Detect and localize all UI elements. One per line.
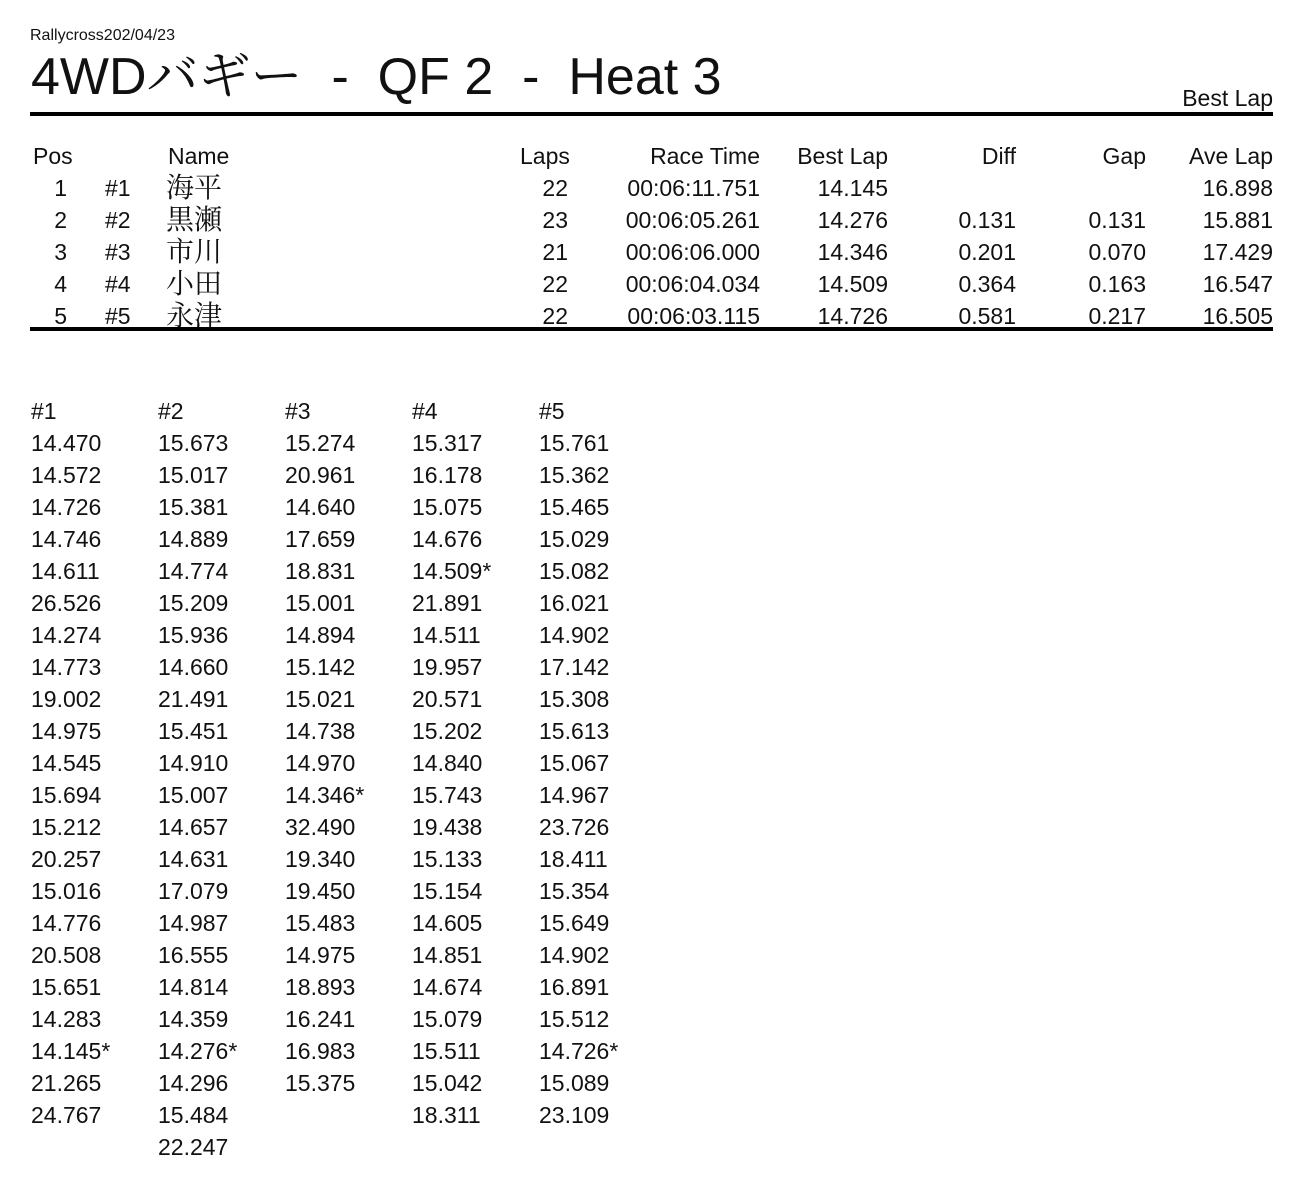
lap-time: 23.109 xyxy=(539,1102,610,1128)
best-lap-value: 14.276 xyxy=(817,207,888,233)
driver-name: 小田 xyxy=(166,268,223,299)
lap-time: 14.902 xyxy=(539,622,610,648)
lap-time: 14.545 xyxy=(31,750,102,776)
lap-time: 15.743 xyxy=(412,782,483,808)
lap-time: 17.079 xyxy=(158,878,229,904)
lap-time: 15.017 xyxy=(158,462,229,488)
lap-row-15 xyxy=(30,875,665,907)
lap-time: 15.042 xyxy=(412,1070,483,1096)
lap-time: 14.346* xyxy=(285,782,365,808)
lap-row-5 xyxy=(30,555,665,587)
page-title: 4WDバギー - QF 2 - Heat 3 xyxy=(31,48,722,106)
driver-name: 永津 xyxy=(166,300,223,331)
lap-time: 14.296 xyxy=(158,1070,229,1096)
lap-time: 14.145* xyxy=(31,1038,111,1064)
lap-time: 14.889 xyxy=(158,526,229,552)
lap-row-16 xyxy=(30,907,665,939)
lap-time: 14.274 xyxy=(31,622,102,648)
lap-time xyxy=(284,1131,411,1163)
lap-time: 14.987 xyxy=(158,910,229,936)
lap-col-header-4: #4 xyxy=(412,398,438,424)
lap-time: 23.726 xyxy=(539,814,610,840)
lap-time: 14.902 xyxy=(539,942,610,968)
lap-time: 14.851 xyxy=(412,942,483,968)
col-header-ave-lap: Ave Lap xyxy=(1189,143,1273,169)
lap-time: 21.491 xyxy=(158,686,229,712)
lap-table-header-row xyxy=(30,395,665,427)
diff-value: 0.364 xyxy=(958,271,1016,297)
lap-time: 17.659 xyxy=(285,526,356,552)
race-time-value: 00:06:04.034 xyxy=(625,271,760,297)
race-time-value: 00:06:06.000 xyxy=(625,239,760,265)
col-header-race-time: Race Time xyxy=(650,143,760,169)
lap-time: 15.029 xyxy=(539,526,610,552)
ave-lap-value: 17.429 xyxy=(1202,239,1273,265)
lap-time: 15.007 xyxy=(158,782,229,808)
lap-time: 15.308 xyxy=(539,686,610,712)
lap-row-13 xyxy=(30,811,665,843)
lap-time: 15.001 xyxy=(285,590,356,616)
lap-row-14 xyxy=(30,843,665,875)
lap-time: 15.202 xyxy=(412,718,483,744)
lap-time: 20.508 xyxy=(31,942,102,968)
lap-time xyxy=(30,1131,157,1163)
results-header-row xyxy=(30,140,1273,172)
lap-time: 14.726* xyxy=(539,1038,619,1064)
lap-row-17 xyxy=(30,939,665,971)
lap-time: 15.079 xyxy=(412,1006,483,1032)
results-row-3 xyxy=(30,236,1273,268)
pos-value: 5 xyxy=(54,303,67,329)
ave-lap-value: 16.547 xyxy=(1202,271,1273,297)
lap-time: 15.021 xyxy=(285,686,356,712)
gap-value: 0.163 xyxy=(1088,271,1146,297)
lap-time: 15.317 xyxy=(412,430,483,456)
lap-time: 16.983 xyxy=(285,1038,356,1064)
lap-row-1 xyxy=(30,427,665,459)
lap-time: 15.089 xyxy=(539,1070,610,1096)
lap-time: 32.490 xyxy=(285,814,356,840)
lap-time: 15.362 xyxy=(539,462,610,488)
lap-time: 15.016 xyxy=(31,878,102,904)
lap-time: 14.776 xyxy=(31,910,102,936)
pos-value: 3 xyxy=(54,239,67,265)
lap-time: 21.891 xyxy=(412,590,483,616)
lap-time: 26.526 xyxy=(31,590,102,616)
lap-time: 14.910 xyxy=(158,750,229,776)
lap-time: 15.381 xyxy=(158,494,229,520)
lap-time: 14.840 xyxy=(412,750,483,776)
lap-time: 15.651 xyxy=(31,974,102,1000)
gap-value: 0.070 xyxy=(1088,239,1146,265)
car-number: #5 xyxy=(105,303,131,329)
results-table xyxy=(30,140,1273,332)
lap-time: 14.276* xyxy=(158,1038,238,1064)
lap-col-header-5: #5 xyxy=(539,398,565,424)
lap-time: 19.450 xyxy=(285,878,356,904)
driver-name: 海平 xyxy=(166,172,223,203)
laps-value: 22 xyxy=(542,175,568,201)
lap-time: 20.571 xyxy=(412,686,483,712)
lap-time: 15.451 xyxy=(158,718,229,744)
lap-time: 14.660 xyxy=(158,654,229,680)
lap-col-header-3: #3 xyxy=(285,398,311,424)
lap-time: 15.375 xyxy=(285,1070,356,1096)
best-lap-value: 14.346 xyxy=(817,239,888,265)
lap-time: 14.967 xyxy=(539,782,610,808)
lap-time: 14.640 xyxy=(285,494,356,520)
lap-row-7 xyxy=(30,619,665,651)
lap-time: 14.975 xyxy=(285,942,356,968)
lap-time: 15.082 xyxy=(539,558,610,584)
lap-time: 15.067 xyxy=(539,750,610,776)
lap-row-12 xyxy=(30,779,665,811)
lap-time xyxy=(284,1099,411,1131)
lap-time: 15.142 xyxy=(285,654,356,680)
lap-time: 15.154 xyxy=(412,878,483,904)
lap-time: 18.893 xyxy=(285,974,356,1000)
lap-time: 15.483 xyxy=(285,910,356,936)
car-number: #1 xyxy=(105,175,131,201)
car-number: #4 xyxy=(105,271,131,297)
diff-value: 0.131 xyxy=(958,207,1016,233)
lap-time: 14.572 xyxy=(31,462,102,488)
col-header-pos: Pos xyxy=(33,143,73,169)
lap-time: 16.891 xyxy=(539,974,610,1000)
lap-time: 15.465 xyxy=(539,494,610,520)
lap-time: 15.512 xyxy=(539,1006,610,1032)
lap-time: 14.894 xyxy=(285,622,356,648)
lap-time: 15.354 xyxy=(539,878,610,904)
lap-time: 14.657 xyxy=(158,814,229,840)
car-number: #3 xyxy=(105,239,131,265)
lap-time: 14.814 xyxy=(158,974,229,1000)
lap-time: 14.509* xyxy=(412,558,492,584)
lap-time: 14.970 xyxy=(285,750,356,776)
lap-time: 21.265 xyxy=(31,1070,102,1096)
lap-time: 16.178 xyxy=(412,462,483,488)
lap-time: 16.555 xyxy=(158,942,229,968)
lap-row-8 xyxy=(30,651,665,683)
col-header-car xyxy=(76,140,150,172)
lap-times-table xyxy=(30,395,665,1163)
lap-time: 15.649 xyxy=(539,910,610,936)
results-row-4 xyxy=(30,268,1273,300)
results-row-1 xyxy=(30,172,1273,204)
lap-row-9 xyxy=(30,683,665,715)
lap-time: 14.611 xyxy=(31,558,100,584)
lap-time: 14.674 xyxy=(412,974,483,1000)
lap-time: 15.212 xyxy=(31,814,102,840)
diff-value: 0.581 xyxy=(958,303,1016,329)
ave-lap-value: 15.881 xyxy=(1202,207,1273,233)
col-header-gap: Gap xyxy=(1102,143,1146,169)
best-lap-value: 14.726 xyxy=(817,303,888,329)
lap-row-6 xyxy=(30,587,665,619)
diff-value: 0.201 xyxy=(958,239,1016,265)
lap-time: 15.936 xyxy=(158,622,229,648)
laps-value: 22 xyxy=(542,271,568,297)
laps-value: 22 xyxy=(542,303,568,329)
lap-row-21 xyxy=(30,1067,665,1099)
best-lap-value: 14.145 xyxy=(817,175,888,201)
lap-time: 14.676 xyxy=(412,526,483,552)
lap-time: 15.274 xyxy=(285,430,356,456)
lap-col-header-2: #2 xyxy=(158,398,184,424)
lap-time: 14.511 xyxy=(412,622,481,648)
lap-time: 14.773 xyxy=(31,654,102,680)
lap-row-18 xyxy=(30,971,665,1003)
best-lap-value: 14.509 xyxy=(817,271,888,297)
lap-row-2 xyxy=(30,459,665,491)
pos-value: 2 xyxy=(54,207,67,233)
race-time-value: 00:06:11.751 xyxy=(627,175,760,201)
lap-time: 14.738 xyxy=(285,718,356,744)
lap-time: 14.774 xyxy=(158,558,229,584)
lap-row-22 xyxy=(30,1099,665,1131)
lap-time xyxy=(538,1131,665,1163)
lap-time: 19.002 xyxy=(31,686,102,712)
lap-time: 15.209 xyxy=(158,590,229,616)
lap-row-20 xyxy=(30,1035,665,1067)
lap-row-10 xyxy=(30,715,665,747)
lap-row-3 xyxy=(30,491,665,523)
lap-time: 15.694 xyxy=(31,782,102,808)
lap-time: 14.605 xyxy=(412,910,483,936)
lap-row-4 xyxy=(30,523,665,555)
col-header-laps: Laps xyxy=(520,143,570,169)
col-header-name: Name xyxy=(168,143,230,169)
lap-time: 14.631 xyxy=(158,846,229,872)
lap-time: 14.726 xyxy=(31,494,102,520)
lap-time: 19.340 xyxy=(285,846,356,872)
lap-time: 15.075 xyxy=(412,494,483,520)
lap-time: 18.311 xyxy=(412,1102,481,1128)
lap-row-11 xyxy=(30,747,665,779)
laps-value: 23 xyxy=(542,207,568,233)
lap-time: 18.831 xyxy=(285,558,356,584)
laps-value: 21 xyxy=(542,239,568,265)
results-row-2 xyxy=(30,204,1273,236)
lap-row-23 xyxy=(30,1131,665,1163)
lap-time: 16.241 xyxy=(285,1006,356,1032)
lap-time: 15.613 xyxy=(539,718,610,744)
driver-name: 市川 xyxy=(166,236,223,267)
ave-lap-value: 16.898 xyxy=(1202,175,1273,201)
lap-time xyxy=(411,1131,538,1163)
pos-value: 1 xyxy=(54,175,67,201)
race-time-value: 00:06:03.115 xyxy=(627,303,760,329)
ave-lap-value: 16.505 xyxy=(1202,303,1273,329)
lap-time: 20.257 xyxy=(31,846,102,872)
results-row-5 xyxy=(30,300,1273,332)
gap-value: 0.217 xyxy=(1088,303,1146,329)
gap-value: 0.131 xyxy=(1088,207,1146,233)
document-label: Rallycross202/04/23 xyxy=(30,27,175,44)
lap-time: 15.511 xyxy=(412,1038,481,1064)
lap-col-header-1: #1 xyxy=(31,398,57,424)
gap-value xyxy=(1016,172,1146,204)
col-header-best-lap: Best Lap xyxy=(797,143,888,169)
lap-time: 14.283 xyxy=(31,1006,102,1032)
lap-time: 22.247 xyxy=(158,1134,229,1160)
lap-time: 19.438 xyxy=(412,814,483,840)
lap-time: 14.975 xyxy=(31,718,102,744)
lap-time: 15.761 xyxy=(539,430,610,456)
driver-name: 黒瀬 xyxy=(166,204,223,235)
lap-time: 24.767 xyxy=(31,1102,102,1128)
lap-time: 14.746 xyxy=(31,526,102,552)
race-time-value: 00:06:05.261 xyxy=(625,207,760,233)
lap-time: 16.021 xyxy=(539,590,610,616)
pos-value: 4 xyxy=(54,271,67,297)
lap-time: 15.484 xyxy=(158,1102,229,1128)
lap-time: 19.957 xyxy=(412,654,483,680)
lap-time: 20.961 xyxy=(285,462,356,488)
best-lap-corner-label: Best Lap xyxy=(1182,85,1273,111)
diff-value xyxy=(888,172,1016,204)
lap-time: 18.411 xyxy=(539,846,608,872)
car-number: #2 xyxy=(105,207,131,233)
lap-time: 15.673 xyxy=(158,430,229,456)
title-divider xyxy=(30,112,1273,116)
lap-time: 14.359 xyxy=(158,1006,229,1032)
lap-time: 14.470 xyxy=(31,430,102,456)
lap-row-19 xyxy=(30,1003,665,1035)
lap-time: 17.142 xyxy=(539,654,610,680)
col-header-diff: Diff xyxy=(981,143,1016,169)
lap-time: 15.133 xyxy=(412,846,483,872)
